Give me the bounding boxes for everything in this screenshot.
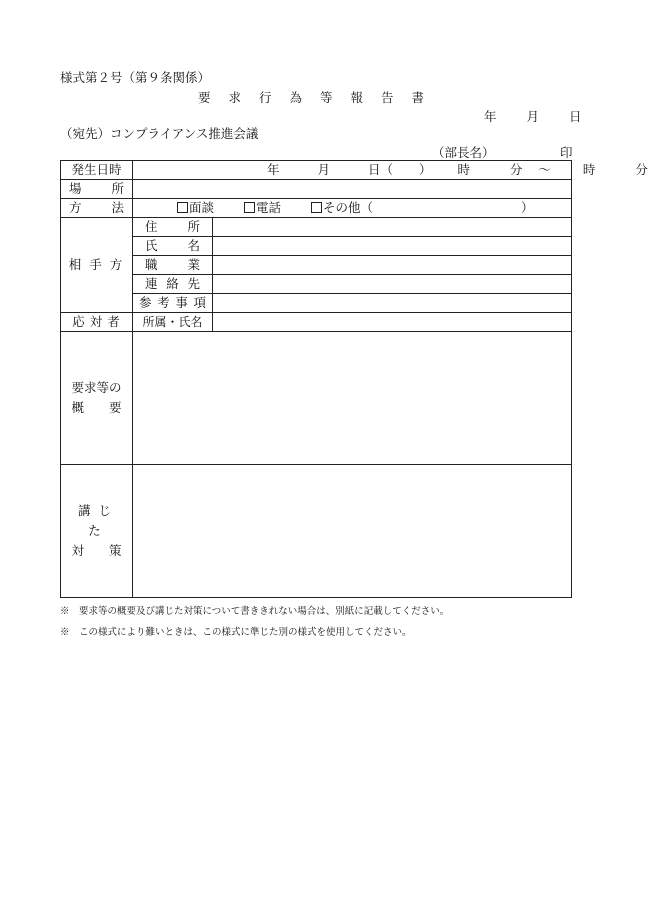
summary-row (61, 332, 572, 465)
counterpart-contact-field[interactable] (213, 275, 572, 294)
counterpart-name-field[interactable] (213, 237, 572, 256)
seal-mark: 印 (560, 145, 573, 160)
counterpart-address-row (61, 218, 572, 237)
measures-field[interactable] (133, 465, 572, 598)
measures-label (61, 465, 133, 598)
datetime-hour-end: 時 (582, 162, 596, 177)
place-label: 場所 (61, 180, 133, 199)
method-other-checkbox[interactable] (311, 202, 322, 213)
responder-row (61, 313, 572, 332)
method-row (61, 199, 572, 218)
datetime-minute-start: 分 (509, 162, 523, 177)
datetime-year: 年 (267, 162, 280, 177)
counterpart-contact-row (61, 275, 572, 294)
department-head-label: （部長名） (432, 145, 495, 160)
footnote-1: ※ 要求等の概要及び講じた対策について書ききれない場合は、別紙に記載してください。 (60, 606, 450, 617)
measures-label-line1: 講じた (77, 503, 119, 538)
datetime-month: 月 (317, 162, 330, 177)
counterpart-name-row (61, 237, 572, 256)
report-form-table (60, 160, 648, 598)
department-head-line (432, 143, 573, 161)
counterpart-reference-field[interactable] (213, 294, 572, 313)
datetime-tilde: ～ (538, 162, 551, 177)
datetime-field[interactable] (133, 161, 648, 180)
place-row (61, 180, 572, 199)
form-number: 様式第２号（第９条関係） (60, 70, 211, 85)
datetime-row (61, 161, 572, 180)
counterpart-occupation-row (61, 256, 572, 275)
summary-label-line2: 概 要 (71, 400, 122, 415)
measures-label-line2: 対 策 (71, 543, 122, 558)
responder-label: 応対者 (61, 313, 133, 332)
document-title: 要求行為等報告書 (197, 90, 442, 105)
counterpart-address-field[interactable] (213, 218, 572, 237)
summary-label (61, 332, 133, 465)
method-options (133, 199, 572, 218)
place-field[interactable] (133, 180, 572, 199)
footnote-2: ※ この様式により難いときは、この様式に準じた別の様式を使用してください。 (60, 627, 412, 638)
summary-label-line1: 要求等の (71, 380, 122, 395)
method-label: 方法 (61, 199, 133, 218)
date-month: 月 (526, 109, 539, 124)
counterpart-name-label: 氏名 (133, 237, 213, 256)
datetime-minute-end: 分 (635, 162, 648, 177)
addressee: （宛先）コンプライアンス推進会議 (60, 126, 259, 141)
method-phone-label: 電話 (255, 200, 281, 215)
responder-affiliation-label: 所属・氏名 (133, 313, 213, 332)
counterpart-occupation-label: 職業 (133, 256, 213, 275)
counterpart-contact-label: 連絡先 (133, 275, 213, 294)
datetime-hour-start: 時 (457, 162, 470, 177)
method-other-close: ） (520, 200, 534, 215)
counterpart-occupation-field[interactable] (213, 256, 572, 275)
counterpart-label: 相手方 (61, 218, 133, 313)
summary-field[interactable] (133, 332, 572, 465)
datetime-paren-close: ） (418, 162, 432, 177)
date-day: 日 (568, 109, 582, 124)
method-phone-checkbox[interactable] (244, 202, 255, 213)
measures-row (61, 465, 572, 598)
counterpart-reference-row (61, 294, 572, 313)
date-year: 年 (484, 109, 497, 124)
counterpart-reference-label: 参考事項 (133, 294, 213, 313)
method-interview-label: 面談 (189, 200, 215, 215)
method-other-label: その他（ (322, 200, 373, 215)
datetime-day: 日（ (367, 162, 393, 177)
datetime-label: 発生日時 (61, 161, 133, 180)
report-date (484, 107, 581, 125)
responder-affiliation-field[interactable] (213, 313, 572, 332)
method-interview-checkbox[interactable] (177, 202, 188, 213)
counterpart-address-label: 住所 (133, 218, 213, 237)
